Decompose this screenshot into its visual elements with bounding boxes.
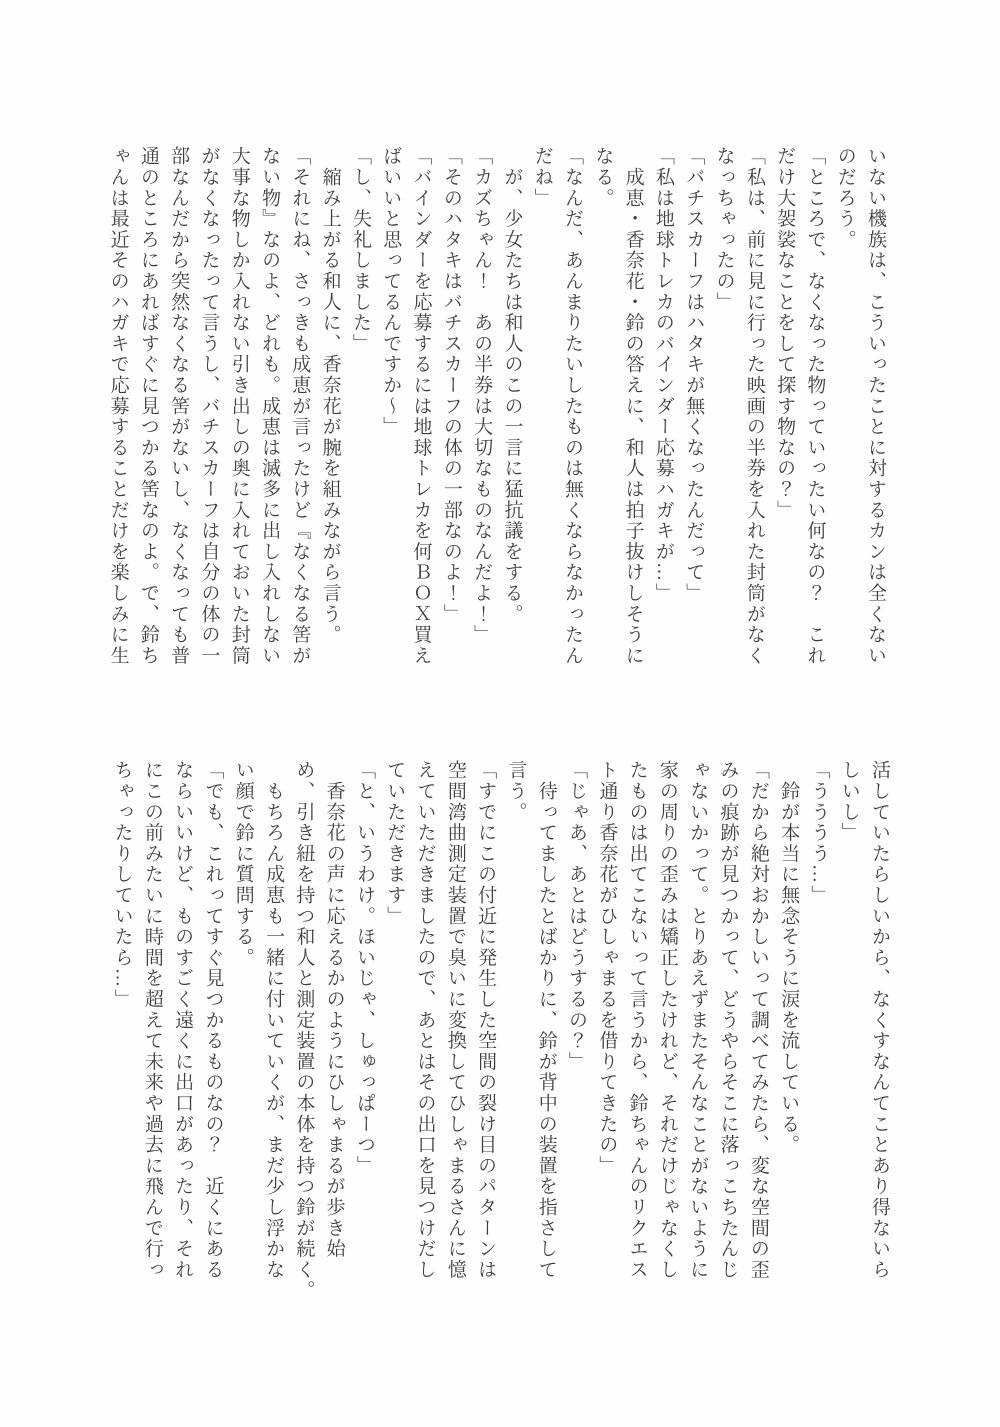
text-line: が、少女たちは和人のこの一言に猛抗議をする。	[501, 146, 523, 625]
text-line: なっちゃったの」	[713, 146, 735, 313]
text-line: 「そのハタキはバチスカーフの体の一部なのよ！」	[440, 146, 462, 625]
text-line: 活していたらしいから、なくすなんてことあり得ないら	[869, 760, 890, 1280]
text-line: 「し、失礼しました」	[349, 146, 371, 354]
text-line: だけ大袈裟なことをして探す物なの？」	[774, 146, 796, 521]
text-line: 大事な物しか入れない引き出しの奥に入れておいた封筒	[228, 146, 250, 666]
text-line: め、引き紐を持つ和人と測定装置の本体を持つ鈴が続く。	[293, 760, 315, 1301]
text-line: 「うううう…」	[808, 760, 830, 906]
text-line: えていただきましたので、あとはその出口を見つけだし	[414, 760, 436, 1280]
text-line: ていただきます」	[384, 760, 406, 927]
text-line: 「カズちゃん！ あの半券は大切なものなんだよ！」	[471, 146, 493, 646]
text-line: 鈴が本当に無念そうに涙を流している。	[778, 760, 800, 1156]
text-line: 「じゃあ、あとはどうするの？」	[566, 760, 588, 1072]
text-line: 空間湾曲測定装置で臭いに変換してひしゃまるさんに憶	[444, 760, 466, 1280]
text-line: たものは出てこないって言うから、鈴ちゃんのリクエス	[626, 760, 648, 1280]
text-line: もちろん成恵も一緒に付いていくが、まだ少し浮かな	[263, 760, 285, 1280]
text-line: ゃんは最近そのハガキで応募することだけを楽しみに生	[107, 146, 129, 666]
text-line: 香奈花の声に応えるかのようにひしゃまるが歩き始	[323, 760, 345, 1260]
text-line: しいし」	[838, 760, 860, 844]
text-line: ゃないかって。とりあえずまたそんなことがないように	[687, 760, 709, 1280]
text-line: 通のところにあればすぐに見つかる筈なのよ。で、鈴ち	[137, 146, 159, 666]
text-line: 言う。	[505, 760, 527, 823]
text-line: ならいいけど、ものすごく遠くに出口があったり、それ	[172, 760, 194, 1280]
text-line: 「すでにこの付近に発生した空間の裂け目のパターンは	[475, 760, 497, 1280]
text-line: 「と、いうわけ。ほいじゃ、しゅっぱーつ」	[353, 760, 375, 1176]
text-line: 「でも、これってすぐ見つかるものなの？ 近くにある	[202, 760, 224, 1280]
text-line: 「だから絶対おかしいって調べてみたら、変な空間の歪	[747, 760, 769, 1280]
text-line: 成恵・香奈花・鈴の答えに、和人は拍子抜けしそうに	[622, 146, 644, 666]
text-line: 「バインダーを応募するには地球トレカを何ＢＯＸ買え	[410, 146, 432, 666]
text-line: ちゃったりしていたら…」	[111, 760, 133, 1010]
text-line: 縮み上がる和人に、香奈花が腕を組みながら言う。	[319, 146, 341, 646]
text-line: 「バチスカーフはハタキが無くなったんだって」	[683, 146, 705, 604]
text-line: 家の周りの歪みは矯正したけれど、それだけじゃなくし	[656, 760, 678, 1280]
text-line: いない機族は、こういったことに対するカンは全くない	[865, 146, 886, 666]
top-text-block	[102, 146, 890, 680]
text-line: みの痕跡が見つかって、どうやらそこに落っこちたんじ	[717, 760, 739, 1280]
text-line: なる。	[592, 146, 614, 209]
text-line: のだろう。	[834, 146, 856, 250]
text-line: 部なんだから突然なくなる筈がないし、なくなっても普	[168, 146, 190, 666]
bottom-text-block	[106, 760, 894, 1301]
text-line: 待ってましたとばかりに、鈴が背中の装置を指さして	[535, 760, 557, 1280]
text-line: ト通り香奈花がひしゃまるを借りてきたの」	[596, 760, 618, 1176]
text-line: い顔で鈴に質問する。	[232, 760, 254, 968]
text-line: ばいいと思ってるんですか〜」	[380, 146, 402, 438]
text-line: 「ところで、なくなった物っていったい何なの？ これ	[804, 146, 826, 666]
text-line: 「私は、前に見に行った映画の半券を入れた封筒がなく	[743, 146, 765, 666]
text-line: 「なんだ、あんまりたいしたものは無くならなかったん	[562, 146, 584, 666]
text-line: 「それにね、さっきも成恵が言ったけど『なくなる筈が	[289, 146, 311, 666]
text-line: にこの前みたいに時間を超えて未来や過去に飛んで行っ	[141, 760, 163, 1280]
text-line: 「私は地球トレカのバインダー応募ハガキが…」	[652, 146, 674, 604]
text-line: がなくなったって言うし、バチスカーフは自分の体の一	[198, 146, 220, 666]
text-line: ない物』なのよ、どれも。成恵は滅多に出し入れしない	[259, 146, 281, 666]
text-line: だね」	[531, 146, 553, 209]
